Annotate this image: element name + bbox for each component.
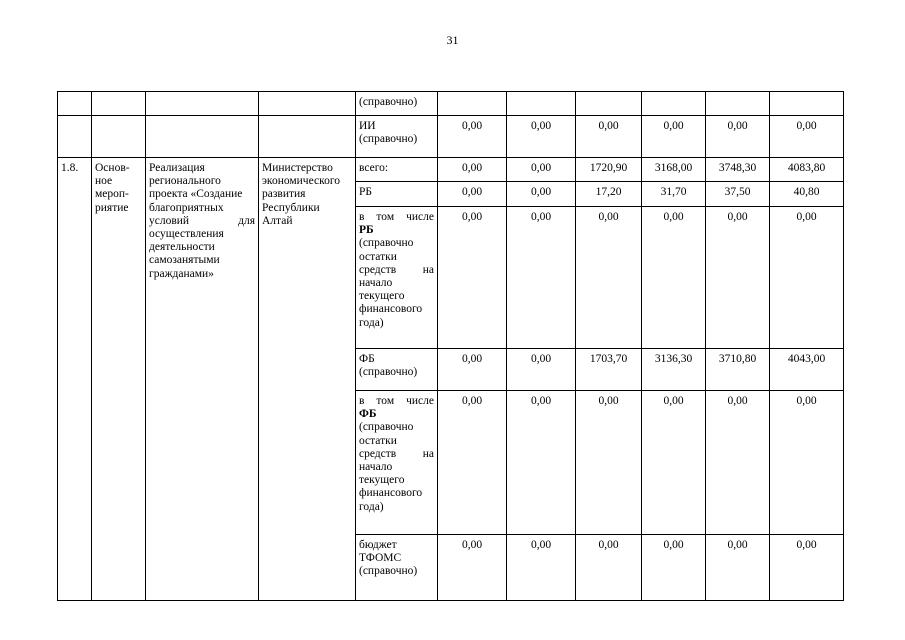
table-row <box>58 116 844 158</box>
cell-source <box>356 92 438 116</box>
cell-value: 0,00 <box>770 535 844 601</box>
cell-value <box>770 92 844 116</box>
cell-no <box>58 92 92 116</box>
cell-value: 40,80 <box>770 182 844 207</box>
cell-value <box>642 92 706 116</box>
source-text: (справочно) <box>359 96 418 108</box>
source-text: ИИ <box>359 120 376 132</box>
table-row <box>58 92 844 116</box>
cell-value: 0,00 <box>576 116 642 158</box>
cell-value: 0,00 <box>507 349 576 391</box>
cell-value: 3710,80 <box>706 349 770 391</box>
cell-value: 0,00 <box>642 207 706 349</box>
cell-value: 3168,00 <box>642 158 706 182</box>
source-text: (справочно) <box>359 133 418 146</box>
cell-value: 0,00 <box>507 207 576 349</box>
cell-value: 0,00 <box>438 158 507 182</box>
cell-value: 4043,00 <box>770 349 844 391</box>
cell-value: 0,00 <box>438 391 507 535</box>
cell-value: 0,00 <box>770 116 844 158</box>
cell-value: 0,00 <box>438 182 507 207</box>
cell-value: 0,00 <box>576 391 642 535</box>
cell-executor <box>259 92 356 116</box>
cell-value: 0,00 <box>576 535 642 601</box>
cell-value <box>706 92 770 116</box>
cell-type <box>92 92 146 116</box>
cell-value: 37,50 <box>706 182 770 207</box>
cell-value: 17,20 <box>576 182 642 207</box>
cell-value: 0,00 <box>507 535 576 601</box>
cell-source: в том числе РБ (справочно остатки средств на начало текущего финансового года) <box>356 207 438 349</box>
cell-value: 0,00 <box>706 391 770 535</box>
cell-value: 0,00 <box>706 207 770 349</box>
cell-value: 0,00 <box>642 391 706 535</box>
cell-value: 0,00 <box>706 535 770 601</box>
cell-name: Реализация регионального проекта «Создание благоприятных условий для осуществления деятельности самозанятыми гражданами» <box>146 158 259 601</box>
cell-value: 0,00 <box>507 182 576 207</box>
cell-value: 0,00 <box>706 116 770 158</box>
cell-type: Основ- ное мероп- риятие <box>92 158 146 601</box>
cell-value: 4083,80 <box>770 158 844 182</box>
cell-value: 3136,30 <box>642 349 706 391</box>
cell-value: 0,00 <box>507 116 576 158</box>
cell-source <box>356 116 438 158</box>
cell-value: 0,00 <box>642 116 706 158</box>
cell-value: 0,00 <box>770 207 844 349</box>
cell-value: 0,00 <box>438 535 507 601</box>
cell-value: 1703,70 <box>576 349 642 391</box>
cell-value: 0,00 <box>642 535 706 601</box>
cell-value: 0,00 <box>438 349 507 391</box>
cell-source: бюджет ТФОМС (справочно) <box>356 535 438 601</box>
cell-value: 0,00 <box>507 158 576 182</box>
cell-value: 0,00 <box>438 207 507 349</box>
cell-name <box>146 92 259 116</box>
cell-value: 31,70 <box>642 182 706 207</box>
cell-value: 3748,30 <box>706 158 770 182</box>
cell-no: 1.8. <box>58 158 92 601</box>
cell-source: РБ <box>356 182 438 207</box>
cell-source: всего: <box>356 158 438 182</box>
table-row <box>58 158 844 182</box>
cell-value: 1720,90 <box>576 158 642 182</box>
cell-value <box>576 92 642 116</box>
cell-value: 0,00 <box>576 207 642 349</box>
cell-executor: Министерство экономического развития Республики Алтай <box>259 158 356 601</box>
budget-table <box>57 91 844 601</box>
cell-value <box>438 92 507 116</box>
page-number: 31 <box>446 33 459 47</box>
cell-source: ФБ (справочно) <box>356 349 438 391</box>
cell-value <box>507 92 576 116</box>
cell-value: 0,00 <box>770 391 844 535</box>
cell-value: 0,00 <box>507 391 576 535</box>
cell-value: 0,00 <box>438 116 507 158</box>
cell-source: в том числе ФБ (справочно остатки средств на начало текущего финансового года) <box>356 391 438 535</box>
